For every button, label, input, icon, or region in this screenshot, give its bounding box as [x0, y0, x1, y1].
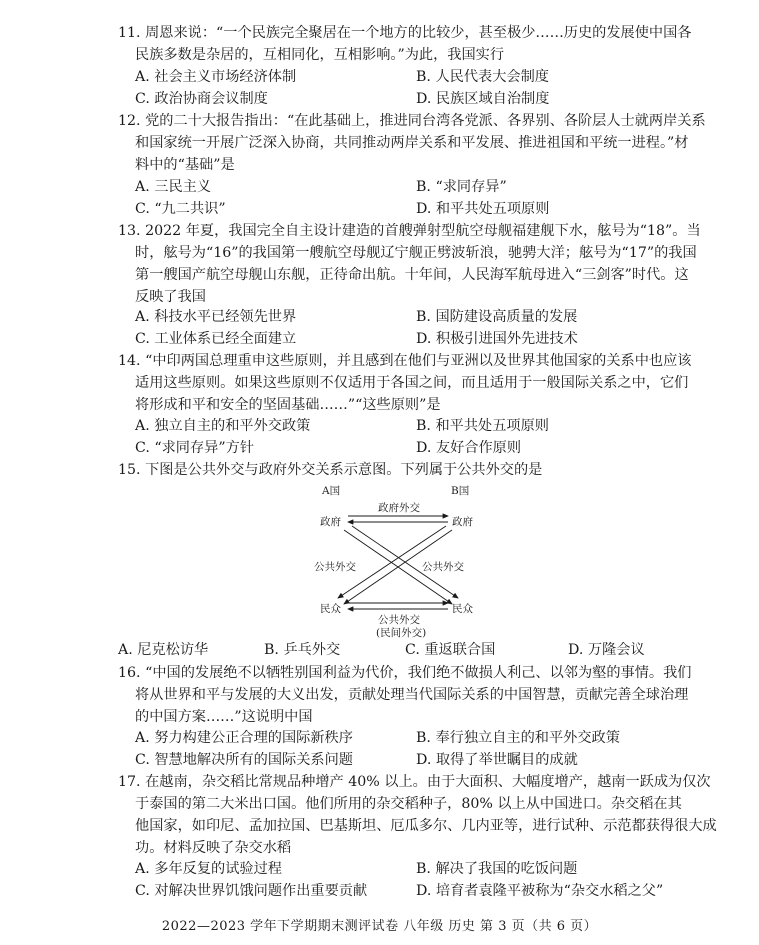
- q13-option-a[interactable]: A. 科技水平已经领先世界: [135, 309, 297, 325]
- gov-left-label: 政府: [320, 516, 341, 528]
- q12-option-a[interactable]: A. 三民主义: [135, 179, 212, 195]
- gov-right-label: 政府: [452, 516, 473, 528]
- q12-option-b[interactable]: B. “求同存异”: [416, 179, 507, 195]
- q13-line-3: 第一艘国产航空母舰山东舰，正待命出航。十年间，人民海军航母进入“三剑客”时代。这: [135, 267, 689, 283]
- q12-option-c[interactable]: C. “九二共识”: [135, 201, 226, 217]
- q17-line-2: 于泰国的第二大米出口国。他们所用的杂交稻种子，80% 以上从中国进口。杂交稻在其: [135, 796, 682, 812]
- q12-line-1: 12. 党的二十大报告指出：“在此基础上，推进同台湾各党派、各界别、各阶层人士就两岸关系: [118, 113, 706, 129]
- q12-line-3: 料中的“基础”是: [135, 157, 235, 173]
- q17-line-4: 功。材料反映了杂交水稻: [135, 840, 292, 856]
- q13-line-1: 13. 2022 年夏，我国完全自主设计建造的首艘弹射型航空母舰福建舰下水，舷号为“18”。当: [118, 223, 701, 239]
- q17-line-1: 17. 在越南，杂交稻比常规品种增产 40% 以上。由于大面积、大幅度增产，越南一跃成为仅次: [118, 774, 711, 790]
- q14-line-2: 适用这些原则。如果这些原则不仅适用于各国之间，而且适用于一般国际关系之中，它们: [135, 375, 689, 391]
- q11-line-1: 11. 周恩来说：“一个民族完全聚居在一个地方的比较少，甚至极少……历史的发展使中国各: [118, 25, 692, 41]
- q11-option-d[interactable]: D. 民族区域自治制度: [416, 91, 550, 107]
- q16-option-b[interactable]: B. 奉行独立自主的和平外交政策: [416, 730, 620, 746]
- q17-line-3: 他国家，如印尼、孟加拉国、巴基斯坦、厄瓜多尔、几内亚等，进行试种、示范都获得很大成: [135, 818, 717, 834]
- q14-option-b[interactable]: B. 和平共处五项原则: [416, 418, 549, 434]
- q17-option-b[interactable]: B. 解决了我国的吃饭问题: [416, 861, 578, 877]
- country-b-label: B国: [451, 485, 470, 497]
- q14-line-3: 将形成和平和安全的坚固基础……”“这些原则”是: [135, 397, 441, 413]
- q16-option-d[interactable]: D. 取得了举世瞩目的成就: [416, 752, 578, 768]
- q13-option-d[interactable]: D. 积极引进国外先进技术: [416, 331, 578, 347]
- q16-line-3: 的中国方案……”这说明中国: [135, 709, 313, 725]
- diplomacy-diagram: [300, 478, 520, 638]
- q14-option-d[interactable]: D. 友好合作原则: [416, 440, 522, 456]
- q11-line-2: 民族多数是杂居的，互相同化，互相影响。”为此，我国实行: [135, 47, 505, 63]
- q13-option-b[interactable]: B. 国防建设高质量的发展: [416, 309, 578, 325]
- q17-option-d[interactable]: D. 培育者袁隆平被称为“杂交水稻之父”: [416, 883, 664, 899]
- people-right-label: 民众: [452, 603, 473, 615]
- q14-option-c[interactable]: C. “求同存异”方针: [135, 440, 255, 456]
- cross-left-label: 公共外交: [314, 561, 356, 573]
- q15-option-a[interactable]: A. 尼克松访华: [118, 642, 209, 658]
- q13-option-c[interactable]: C. 工业体系已经全面建立: [135, 331, 297, 347]
- civil-diplomacy-label: (民间外交): [376, 627, 427, 638]
- public-diplomacy-bottom-label: 公共外交: [378, 614, 420, 626]
- cross-right-label: 公共外交: [422, 561, 464, 573]
- q15-option-d[interactable]: D. 万隆会议: [568, 642, 645, 658]
- q11-option-a[interactable]: A. 社会主义市场经济体制: [135, 69, 297, 85]
- q17-option-c[interactable]: C. 对解决世界饥饿问题作出重要贡献: [135, 883, 368, 899]
- q15-option-c[interactable]: C. 重返联合国: [405, 642, 496, 658]
- q13-line-2: 时，舷号为“16”的我国第一艘航空母舰辽宁舰正劈波斩浪，驰骋大洋；舷号为“17”的我国: [135, 245, 697, 261]
- q11-option-c[interactable]: C. 政治协商会议制度: [135, 91, 268, 107]
- q11-option-b[interactable]: B. 人民代表大会制度: [416, 69, 549, 85]
- country-a-label: A国: [322, 485, 341, 497]
- q16-line-2: 将从世界和平与发展的大义出发，贡献处理当代国际关系的中国智慧，贡献完善全球治理: [135, 687, 689, 703]
- q16-line-1: 16. “中国的发展绝不以牺牲别国利益为代价，我们绝不做损人利己、以邻为壑的事情。我们: [118, 665, 692, 681]
- q12-line-2: 和国家统一开展广泛深入协商，共同推动两岸关系和平发展、推进祖国和平统一进程。”材: [135, 135, 689, 151]
- q15-line-1: 15. 下图是公共外交与政府外交关系示意图。下列属于公共外交的是: [118, 462, 543, 478]
- q15-option-b[interactable]: B. 乒乓外交: [264, 642, 341, 658]
- q16-option-a[interactable]: A. 努力构建公正合理的国际新秩序: [135, 730, 353, 746]
- q16-option-c[interactable]: C. 智慧地解决所有的国际关系问题: [135, 752, 353, 768]
- q14-option-a[interactable]: A. 独立自主的和平外交政策: [135, 418, 311, 434]
- q14-line-1: 14. “中印两国总理重申这些原则，并且感到在他们与亚洲以及世界其他国家的关系中也应该: [118, 353, 692, 369]
- gov-diplomacy-label: 政府外交: [378, 502, 420, 514]
- people-left-label: 民众: [320, 603, 341, 615]
- q13-line-4: 反映了我国: [135, 289, 206, 305]
- q17-option-a[interactable]: A. 多年反复的试验过程: [135, 861, 282, 877]
- page-footer: 2022—2023 学年下学期期末测评试卷 八年级 历史 第 3 页（共 6 页）: [161, 919, 598, 934]
- q12-option-d[interactable]: D. 和平共处五项原则: [416, 201, 550, 217]
